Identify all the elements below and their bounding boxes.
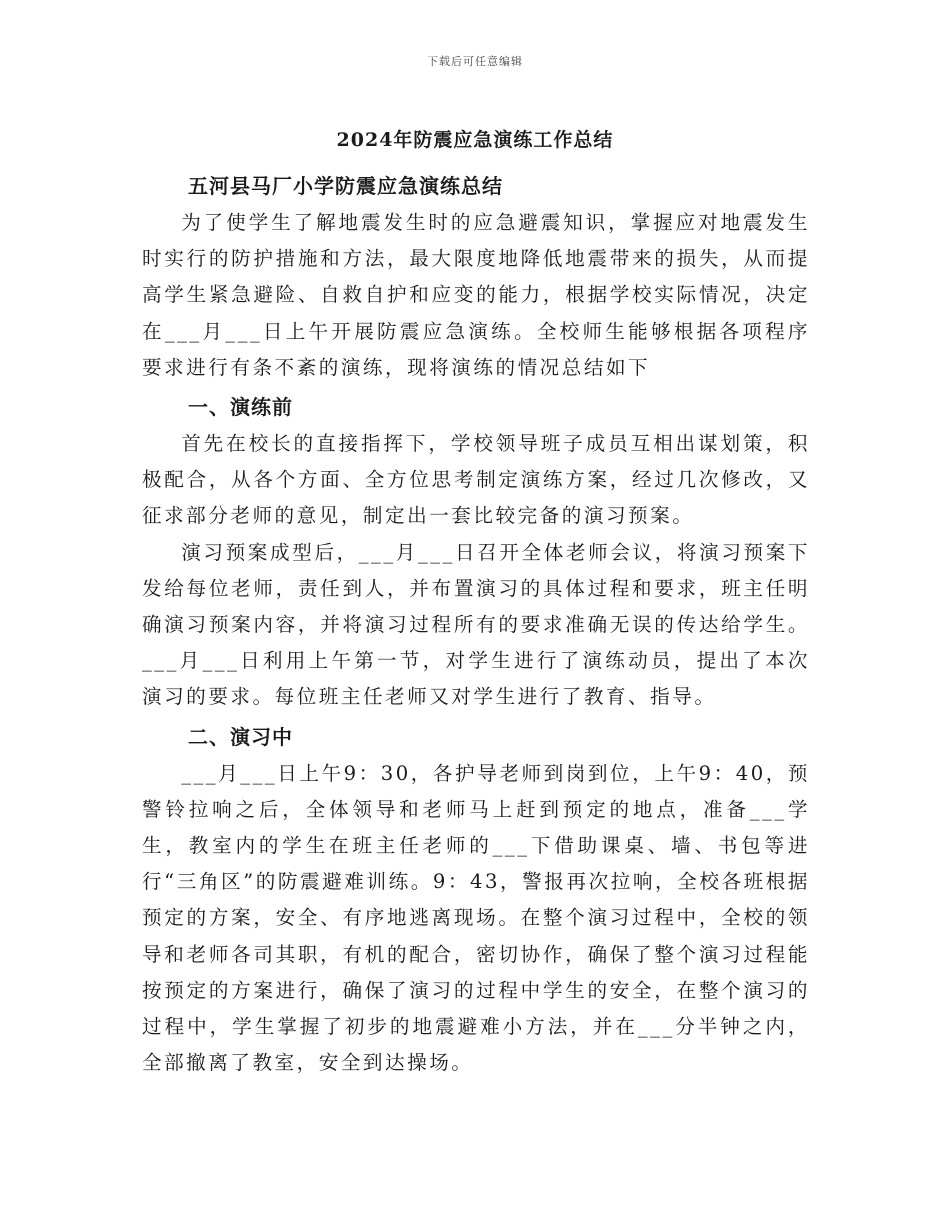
document-title: 2024年防震应急演练工作总结 xyxy=(336,129,614,151)
section-1-heading: 一、演练前 xyxy=(188,395,293,420)
subtitle-heading: 五河县马厂小学防震应急演练总结 xyxy=(188,174,503,198)
section-2-paragraph-1: ___月___日上午9：30，各护导老师到岗到位，上午9：40，预警铃拉响之后，全体领导和老师马上赶到预定的地点，准备___学生，教室内的学生在班主任老师的___下借助课桌、墙、书包等进行“三角区”的防震避难训练。9：43，警报再次拉响，全校各班根据预定的方案，安全、有序地逃离现场。在整个演习过程中，全校的领导和老师各司其职，有机的配合，密切协作，确保了整个演习过程能按预定的方案进行，确保了演习的过程中学生的安全，在整个演习的过程中，学生掌握了初步的地震避难小方法，并在___分半钟之内，全部撤离了教室，安全到达操场。 xyxy=(142,761,810,1075)
intro-paragraph: 为了使学生了解地震发生时的应急避震知识，掌握应对地震发生时实行的防护措施和方法，最大限度地降低地震带来的损失，从而提高学生紧急避险、自救自护和应变的能力，根据学校实际情况，决定在___月___日上午开展防震应急演练。全校师生能够根据各项程序要求进行有条不紊的演练，现将演练的情况总结如下 xyxy=(142,211,810,379)
section-1-paragraph-1: 首先在校长的直接指挥下，学校领导班子成员互相出谋划策，积极配合，从各个方面、全方位思考制定演练方案，经过几次修改，又征求部分老师的意见，制定出一套比较完备的演习预案。 xyxy=(142,432,810,528)
document-body xyxy=(142,167,810,1081)
section-2-heading: 二、演习中 xyxy=(188,724,293,749)
section-1-paragraph-2: 演习预案成型后，___月___日召开全体老师会议，将演习预案下发给每位老师，责任到人，并布置演习的具体过程和要求，班主任明确演习预案内容，并将演习过程所有的要求准确无误的传达给学生。___月___日利用上午第一节，对学生进行了演练动员，提出了本次演习的要求。每位班主任老师又对学生进行了教育、指导。 xyxy=(142,540,810,709)
header-note: 下载后可任意编辑 xyxy=(427,55,523,68)
